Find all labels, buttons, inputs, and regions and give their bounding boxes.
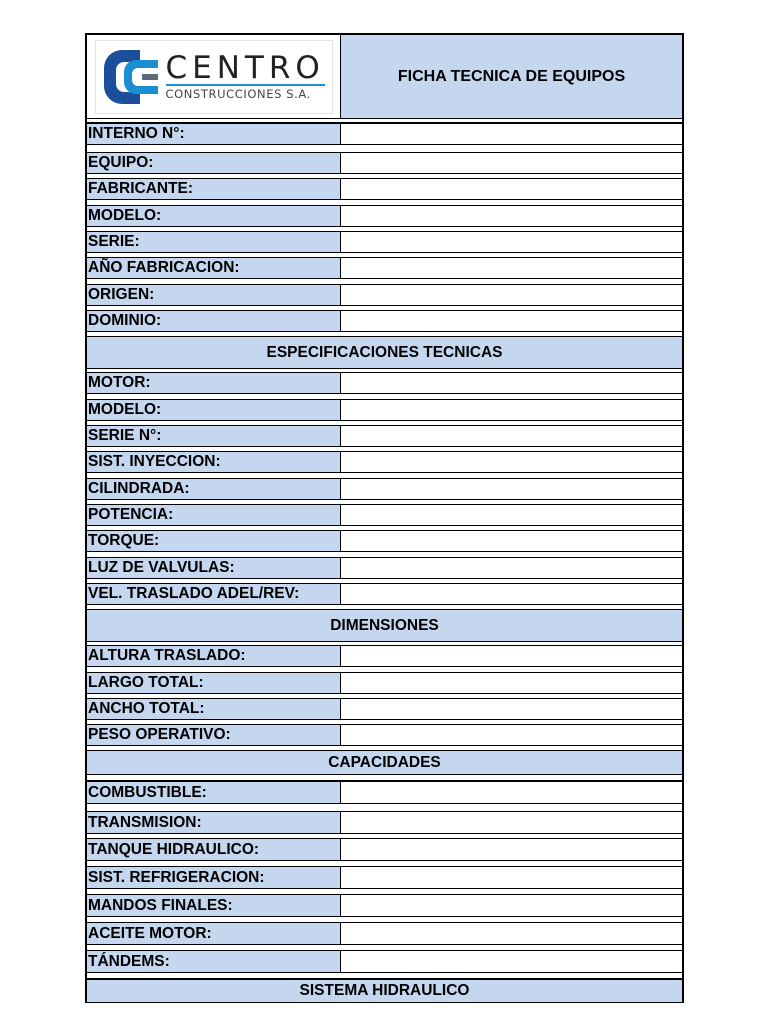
field-label: LUZ DE VALVULAS: <box>87 558 341 578</box>
field-row <box>87 894 682 917</box>
field-row <box>87 950 682 973</box>
field-value-cell[interactable] <box>341 153 682 173</box>
field-label: EQUIPO: <box>87 153 341 173</box>
field-value-cell[interactable] <box>341 673 682 693</box>
section-heading: ESPECIFICACIONES TECNICAS <box>87 336 682 369</box>
field-label: SERIE: <box>87 232 341 252</box>
field-row <box>87 310 682 332</box>
field-label: TRANSMISION: <box>87 812 341 833</box>
field-row <box>87 178 682 200</box>
field-label: SIST. REFRIGERACION: <box>87 867 341 888</box>
field-value-cell[interactable] <box>341 373 682 393</box>
field-label: VEL. TRASLADO ADEL/REV: <box>87 584 341 604</box>
section-heading: CAPACIDADES <box>87 750 682 775</box>
field-label: ORIGEN: <box>87 285 341 305</box>
field-row <box>87 257 682 279</box>
field-value-cell[interactable] <box>341 258 682 278</box>
field-row <box>87 583 682 605</box>
field-row <box>87 557 682 579</box>
field-row <box>87 205 682 227</box>
field-value-cell[interactable] <box>341 699 682 719</box>
field-value-cell[interactable] <box>341 895 682 916</box>
field-value-cell[interactable] <box>341 646 682 666</box>
field-row <box>87 372 682 394</box>
field-row <box>87 645 682 667</box>
field-row <box>87 425 682 447</box>
logo-subtitle-text: CONSTRUCCIONES S.A. <box>166 84 325 101</box>
sheet-title: FICHA TECNICA DE EQUIPOS <box>341 35 682 118</box>
field-label: ANCHO TOTAL: <box>87 699 341 719</box>
section-heading: SISTEMA HIDRAULICO <box>87 979 682 1003</box>
field-value-cell[interactable] <box>341 951 682 972</box>
field-value-cell[interactable] <box>341 479 682 499</box>
field-value-cell[interactable] <box>341 505 682 525</box>
field-label: MANDOS FINALES: <box>87 895 341 916</box>
field-label: TORQUE: <box>87 531 341 551</box>
logo-brand-text: CENTRO <box>165 50 325 86</box>
field-row <box>87 451 682 473</box>
field-label: SIST. INYECCION: <box>87 452 341 472</box>
field-label: MOTOR: <box>87 373 341 393</box>
field-value-cell[interactable] <box>341 285 682 305</box>
field-row <box>87 698 682 720</box>
field-label: TÁNDEMS: <box>87 951 341 972</box>
field-label: DOMINIO: <box>87 311 341 331</box>
field-row <box>87 781 682 804</box>
field-label: ALTURA TRASLADO: <box>87 646 341 666</box>
field-value-cell[interactable] <box>341 426 682 446</box>
field-value-cell[interactable] <box>341 812 682 833</box>
field-value-cell[interactable] <box>341 867 682 888</box>
section-heading: DIMENSIONES <box>87 609 682 642</box>
field-row <box>87 284 682 306</box>
field-value-cell[interactable] <box>341 206 682 226</box>
field-row <box>87 231 682 253</box>
field-row <box>87 478 682 500</box>
sheet-header <box>87 35 682 119</box>
field-label: SERIE N°: <box>87 426 341 446</box>
field-row <box>87 399 682 421</box>
field-value-cell[interactable] <box>341 782 682 803</box>
field-row <box>87 838 682 861</box>
field-row <box>87 152 682 174</box>
field-value-cell[interactable] <box>341 839 682 860</box>
field-value-cell[interactable] <box>341 452 682 472</box>
field-label: ACEITE MOTOR: <box>87 923 341 944</box>
field-label: PESO OPERATIVO: <box>87 725 341 745</box>
field-label: INTERNO N°: <box>87 124 341 144</box>
field-value-cell[interactable] <box>341 725 682 745</box>
field-label: LARGO TOTAL: <box>87 673 341 693</box>
field-row <box>87 123 682 145</box>
field-value-cell[interactable] <box>341 400 682 420</box>
field-label: COMBUSTIBLE: <box>87 782 341 803</box>
field-label: AÑO FABRICACION: <box>87 258 341 278</box>
company-logo <box>95 40 333 114</box>
field-value-cell[interactable] <box>341 558 682 578</box>
field-value-cell[interactable] <box>341 584 682 604</box>
field-label: CILINDRADA: <box>87 479 341 499</box>
logo-mark-icon <box>100 46 162 108</box>
field-row <box>87 922 682 945</box>
technical-sheet <box>85 33 684 1003</box>
field-row <box>87 504 682 526</box>
field-label: MODELO: <box>87 206 341 226</box>
field-label: FABRICANTE: <box>87 179 341 199</box>
field-row <box>87 530 682 552</box>
field-value-cell[interactable] <box>341 311 682 331</box>
field-row <box>87 672 682 694</box>
field-row <box>87 811 682 834</box>
logo-cell <box>87 35 341 118</box>
field-label: TANQUE HIDRAULICO: <box>87 839 341 860</box>
field-value-cell[interactable] <box>341 124 682 144</box>
field-label: POTENCIA: <box>87 505 341 525</box>
field-label: MODELO: <box>87 400 341 420</box>
field-value-cell[interactable] <box>341 179 682 199</box>
field-row <box>87 724 682 746</box>
field-value-cell[interactable] <box>341 232 682 252</box>
field-value-cell[interactable] <box>341 531 682 551</box>
field-value-cell[interactable] <box>341 923 682 944</box>
field-row <box>87 866 682 889</box>
